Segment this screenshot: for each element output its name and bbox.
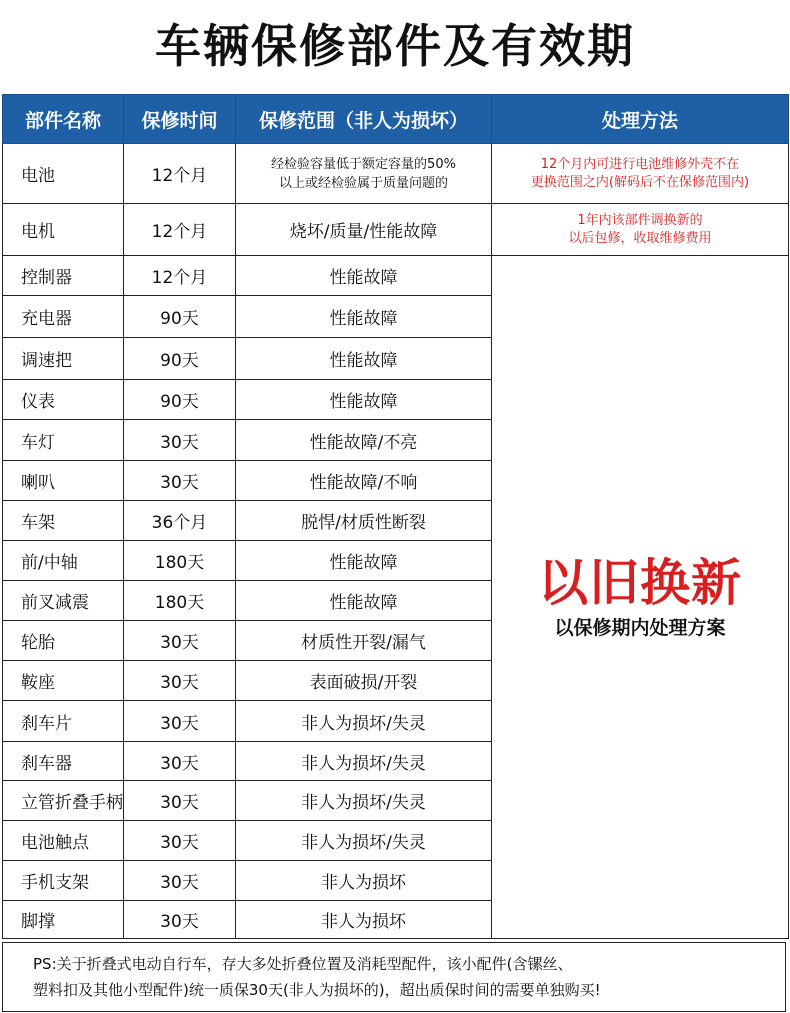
warranty-period-cell: 30天 [124,742,236,781]
warranty-scope-cell: 非人为损坏 [236,901,492,939]
header-part-name: 部件名称 [3,95,124,144]
warranty-scope-cell: 烧坏/质量/性能故障 [236,204,492,256]
part-name-cell: 刹车片 [3,701,124,742]
warranty-table [2,94,789,939]
warranty-period-cell: 90天 [124,296,236,338]
method-main-text: 以旧换新 [538,553,742,612]
page-title: 车辆保修部件及有效期 [155,19,635,73]
warranty-scope-cell: 性能故障 [236,338,492,380]
warranty-scope-cell: 性能故障 [236,296,492,338]
warranty-scope-cell: 非人为损坏/失灵 [236,781,492,821]
part-name-cell: 鞍座 [3,661,124,701]
header-warranty-period: 保修时间 [124,95,236,144]
scope-line: 经检验容量低于额定容量的50% [271,156,456,172]
warranty-scope-cell: 非人为损坏/失灵 [236,701,492,742]
part-name-cell: 控制器 [3,256,124,296]
note-line: 更换范围之内(解码后不在保修范围内) [530,174,750,190]
note-line: 以后包修，收取维修费用 [568,230,712,246]
warranty-period-cell: 90天 [124,338,236,380]
part-name-cell: 刹车器 [3,742,124,781]
warranty-period-cell: 12个月 [124,256,236,296]
part-name-cell: 电池 [3,144,124,204]
warranty-scope-cell: 性能故障 [236,541,492,581]
warranty-period-cell: 180天 [124,541,236,581]
warranty-scope-cell: 材质性开裂/漏气 [236,621,492,661]
handling-note-cell [492,204,789,256]
method-sub-text: 以保修期内处理方案 [554,616,726,639]
part-name-cell: 电池触点 [3,821,124,861]
ps-note [2,942,786,1012]
warranty-period-cell: 12个月 [124,144,236,204]
warranty-period-cell: 36个月 [124,501,236,541]
warranty-period-cell: 30天 [124,861,236,901]
part-name-cell: 喇叭 [3,461,124,501]
part-name-cell: 手机支架 [3,861,124,901]
warranty-period-cell: 30天 [124,821,236,861]
warranty-scope-cell: 非人为损坏/失灵 [236,821,492,861]
part-name-cell: 轮胎 [3,621,124,661]
warranty-period-cell: 30天 [124,701,236,742]
warranty-period-cell: 90天 [124,380,236,420]
warranty-scope-cell: 非人为损坏 [236,861,492,901]
warranty-period-cell: 30天 [124,621,236,661]
header-warranty-scope: 保修范围（非人为损坏） [236,95,492,144]
note-line: 1年内该部件调换新的 [577,212,703,228]
part-name-cell: 脚撑 [3,901,124,939]
warranty-period-cell: 12个月 [124,204,236,256]
warranty-period-cell: 30天 [124,901,236,939]
part-name-cell: 调速把 [3,338,124,380]
warranty-period-cell: 30天 [124,661,236,701]
table-header-row [3,95,789,144]
part-name-cell: 前叉减震 [3,581,124,621]
note-line: 12个月内可进行电池维修外壳不在 [540,156,740,172]
part-name-cell: 仪表 [3,380,124,420]
part-name-cell: 车架 [3,501,124,541]
table-row [3,144,789,204]
part-name-cell: 电机 [3,204,124,256]
warranty-scope-cell: 性能故障 [236,380,492,420]
warranty-scope-cell: 性能故障/不亮 [236,420,492,461]
part-name-cell: 前/中轴 [3,541,124,581]
warranty-scope-cell: 性能故障 [236,256,492,296]
warranty-period-cell: 30天 [124,461,236,501]
part-name-cell: 充电器 [3,296,124,338]
warranty-period-cell: 30天 [124,420,236,461]
scope-line: 以上或经检验属于质量问题的 [278,175,448,191]
warranty-scope-cell: 性能故障 [236,581,492,621]
warranty-scope-cell: 表面破损/开裂 [236,661,492,701]
warranty-scope-cell: 性能故障/不响 [236,461,492,501]
table-row [3,204,789,256]
handling-method-cell [492,256,789,939]
table-row [3,256,789,296]
handling-note-cell [492,144,789,204]
warranty-scope-cell: 脱悍/材质性断裂 [236,501,492,541]
part-name-cell: 立管折叠手柄 [3,781,124,821]
warranty-period-cell: 180天 [124,581,236,621]
ps-line: PS:关于折叠式电动自行车，存大多处折叠位置及消耗型配件，该小配件(含镙丝、 [33,955,573,973]
warranty-scope-cell [236,144,492,204]
ps-line: 塑料扣及其他小型配件)统一质保30天(非人为损坏的)，超出质保时间的需要单独购买! [33,981,601,999]
part-name-cell: 车灯 [3,420,124,461]
warranty-scope-cell: 非人为损坏/失灵 [236,742,492,781]
header-handling-method: 处理方法 [492,95,789,144]
warranty-period-cell: 30天 [124,781,236,821]
